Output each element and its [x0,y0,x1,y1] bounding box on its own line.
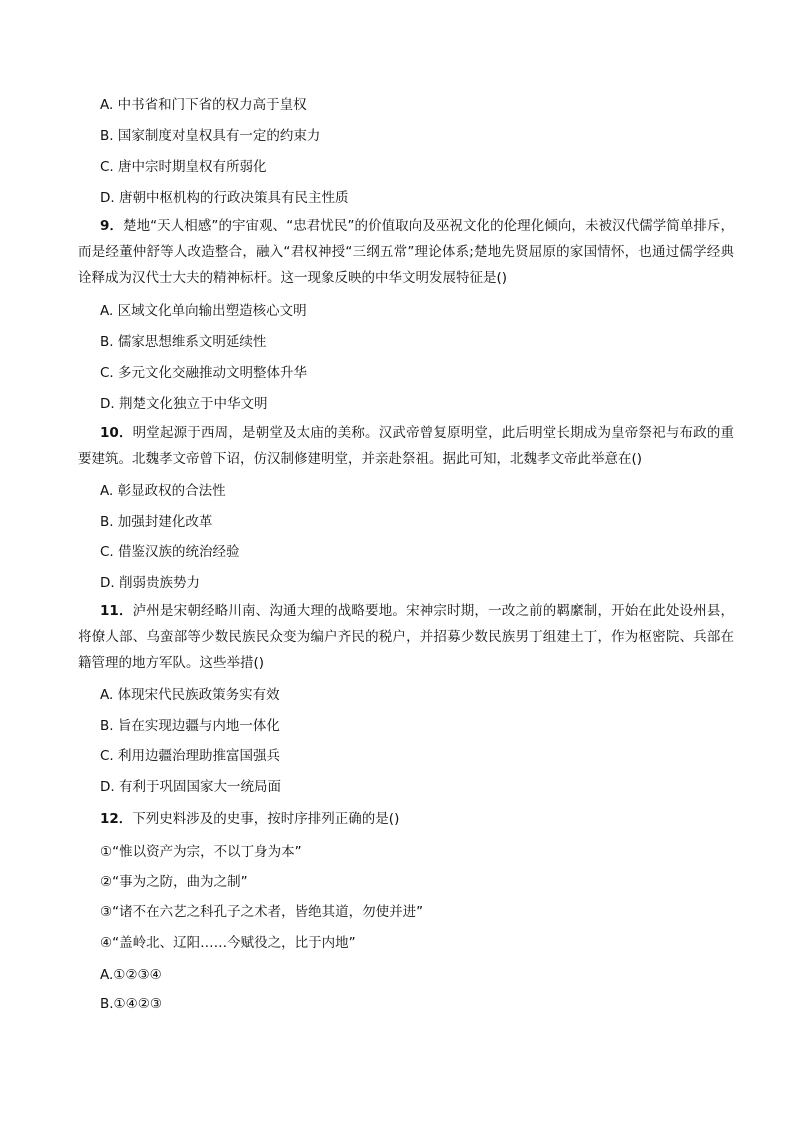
q9-number: 9． [100,218,124,234]
q10-number: 10． [100,425,133,441]
q9-option-b: B. 儒家思想维系文明延续性 [100,334,267,350]
q12-material-4: ④“盖岭北、辽阳……今赋役之，比于内地” [100,935,356,951]
q9-stem: 楚地“天人相感”的宇宙观、“忠君忧民”的价值取向及巫祝文化的伦理化倾向，未被汉代儒学简单排斥，而是经董仲舒等人改造整合，融入“君权神授“三纲五常”理论体系;楚地先贤屈原的家国情怀，也通过儒学经典诠释成为汉代士大夫的精神标杆。这一现象反映的中华文明发展特征是() [78,218,734,286]
q11-stem: 泸州是宋朝经略川南、沟通大理的战略要地。宋神宗时期，一改之前的羁縻制，开始在此处设州县，将僚人部、乌蛮部等少数民族民众变为编户齐民的税户，并招募少数民族男丁组建土丁，作为枢密院、兵部在籍管理的地方军队。这些举措() [78,603,735,671]
q9-stem-paragraph [78,213,734,291]
q12-option-b: B.①④②③ [100,996,162,1012]
q9-option-c: C. 多元文化交融推动文明整体升华 [100,365,308,381]
q8-option-a: A. 中书省和门下省的权力高于皇权 [100,97,307,113]
q11-option-c: C. 利用边疆治理助推富国强兵 [100,748,281,764]
q11-stem-paragraph [78,598,734,676]
q8-option-c: C. 唐中宗时期皇权有所弱化 [100,159,267,175]
q9-option-a: A. 区域文化单向输出塑造核心文明 [100,303,307,319]
q11-option-d: D. 有利于巩固国家大一统局面 [100,779,281,795]
q11-option-b: B. 旨在实现边疆与内地一体化 [100,718,280,734]
q8-option-d: D. 唐朝中枢机构的行政决策具有民主性质 [100,190,349,206]
q10-option-d: D. 削弱贵族势力 [100,575,200,591]
q11-number: 11． [100,603,133,619]
q12-number: 12． [100,811,133,827]
q10-option-b: B. 加强封建化改革 [100,514,213,530]
q10-option-c: C. 借鉴汉族的统治经验 [100,544,240,560]
q12-material-3: ③“诸不在六艺之科孔子之术者，皆绝其道，勿使并进” [100,904,424,920]
q11-option-a: A. 体现宋代民族政策务实有效 [100,687,280,703]
q8-option-b: B. 国家制度对皇权具有一定的约束力 [100,128,321,144]
q12-stem-paragraph [78,806,734,832]
q12-option-a: A.①②③④ [100,967,162,983]
q10-stem: 明堂起源于西周，是朝堂及太庙的美称。汉武帝曾复原明堂，此后明堂长期成为皇帝祭祀与布政的重要建筑。北魏孝文帝曾下诏，仿汉制修建明堂，并亲赴祭祖。据此可知，北魏孝文帝此举意在() [78,425,735,467]
q9-option-d: D. 荆楚文化独立于中华文明 [100,396,268,412]
q12-material-1: ①“惟以资产为宗，不以丁身为本” [100,844,302,860]
q12-material-2: ②“事为之防，曲为之制” [100,874,248,890]
q12-stem: 下列史料涉及的史事，按时序排列正确的是() [132,811,400,827]
q10-stem-paragraph [78,420,734,472]
q10-option-a: A. 彰显政权的合法性 [100,483,226,499]
